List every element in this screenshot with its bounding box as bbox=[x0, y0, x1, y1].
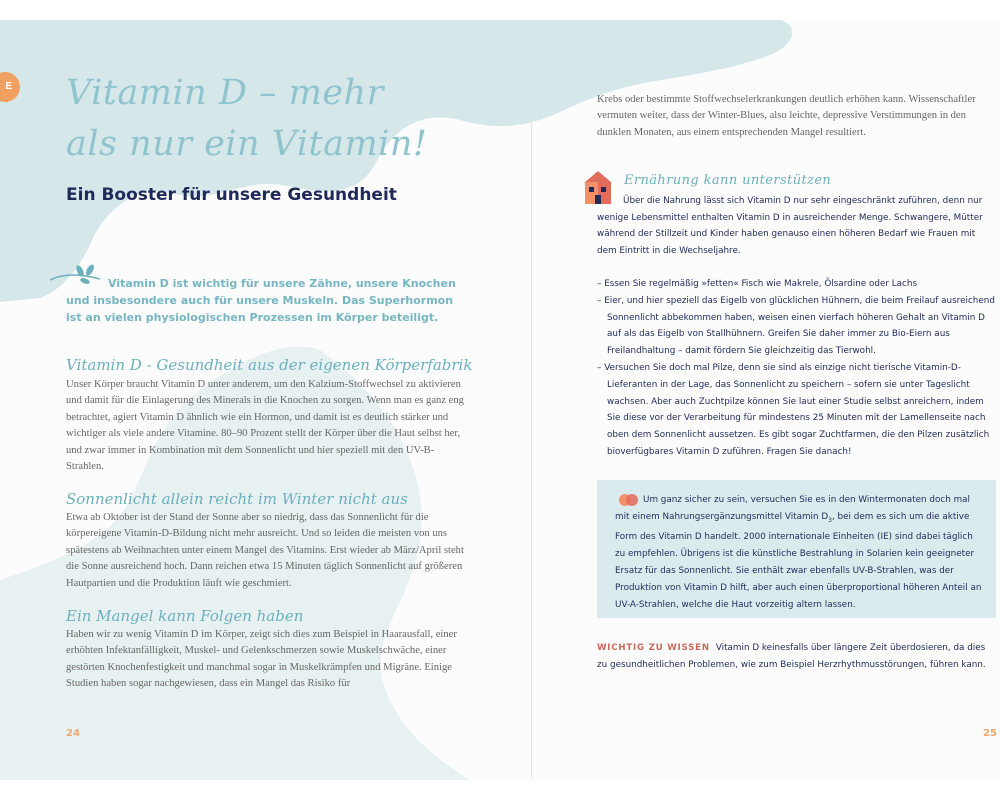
intro-paragraph bbox=[66, 275, 466, 326]
page-gutter bbox=[531, 20, 532, 780]
page-number-left: 24 bbox=[66, 728, 80, 739]
list-item: – Essen Sie regelmäßig »fetten« Fisch wie Makrele, Ölsardine oder Lachs bbox=[597, 279, 918, 289]
info-box bbox=[597, 480, 996, 618]
nutrition-paragraph: Über die Nahrung lässt sich Vitamin D nur sehr eingeschränkt zuführen, denn nur wenige Lebensmittel enthalten Vitamin D in ausreichender Menge. Schwangere, Mütter während der Stillzeit und Kinder haben genauso einen höheren Bedarf wie Frauen mit dem Eintritt in die Wechseljahre. bbox=[597, 196, 983, 256]
section-heading: Ein Mangel kann Folgen haben bbox=[66, 607, 304, 625]
page-number-right: 25 bbox=[983, 728, 997, 739]
chapter-tab: E bbox=[0, 72, 20, 102]
section-heading-nutrition: Ernährung kann unterstützen bbox=[624, 173, 832, 188]
info-box-text: Um ganz sicher zu sein, versuchen Sie es in den Wintermonaten doch mal mit einem Nahrungsergänzungsmittel Vitamin $D_3$, bei dem es sich um die aktive Form des Vitamin D handelt. 2000 internationale Einheiten (IE) sind dabei täglich zu empfehlen. Übrigens ist die künstliche Bestrahlung in Solarien kein geeigneter Ersatz für das Sonnenlicht. Sie enthält zwar ebenfalls UV-B-Strahlen, was der Produktion von Vitamin D hilft, aber auch einen überproportional höheren Anteil an UV-A-Strahlen, welche die Haut vorzeitig altern lassen. bbox=[615, 495, 982, 610]
title-line-2: als nur ein Vitamin! bbox=[66, 124, 428, 164]
leaf-sprig-icon bbox=[50, 264, 106, 288]
continuation-paragraph: Krebs oder bestimmte Stoffwechselerkrankungen deutlich erhöhen kann. Wissenschaftler vermuten weiter, dass der Winter-Blues, also leichte, depressive Verstimmungen in den dunklen Monaten, aus einem entsprechenden Mangel resultiert. bbox=[597, 94, 976, 138]
warning-text: Vitamin D keinesfalls über längere Zeit überdosieren, da dies zu gesundheitlichen Problemen, wie zum Beispiel Herzrhythmusstörungen, führen kann. bbox=[597, 643, 986, 670]
tips-list bbox=[597, 276, 997, 461]
book-spread bbox=[0, 20, 1000, 780]
section-heading: Sonnenlicht allein reicht im Winter nicht aus bbox=[66, 490, 408, 508]
section-body: Unser Körper braucht Vitamin D unter anderem, um den Kalzium-Stoffwechsel zu aktivieren und damit für die Einlagerung des Minerals in die Knochen zu sorgen. Wenn man es ganz eng betrachtet, agiert Vitamin D ähnlich wie ein Hormon, und damit ist es deutlich stärker und wichtiger als viele andere Vitamine. 80–90 Prozent stellt der Körper über die Haut selbst her, und zwar immer in Kombination mit dem Sonnenlicht und hier speziell mit den UV-B-Strahlen. bbox=[66, 379, 464, 473]
section-body: Haben wir zu wenig Vitamin D im Körper, zeigt sich dies zum Beispiel in Haarausfall, einer erhöhten Infektanfälligkeit, Muskel- und Gelenkschmerzen sowie Muskelschwäche, einer gestörten Knochenfestigkeit und manchmal sogar in Muskelkrämpfen und Migräne. Einige Studien haben sogar nachgewiesen, dass ein Mangel das Risiko für bbox=[66, 629, 457, 690]
page-subtitle: Ein Booster für unsere Gesundheit bbox=[66, 185, 397, 205]
section-body: Etwa ab Oktober ist der Stand der Sonne aber so niedrig, dass das Sonnenlicht für die körpereigene Vitamin-D-Bildung nicht mehr ausreicht. Und so leiden die meisten von uns spätestens ab Weihnachten unter einem Mangel des Vitamins. Erst wieder ab März/April steht die Sonne ausreichend hoch. Dann reichen etwa 15 Minuten täglich Sonnenlicht auf größeren Hautpartien und die Produktion läuft wie geschmiert. bbox=[66, 512, 464, 589]
warning-note bbox=[597, 640, 997, 674]
list-item: – Versuchen Sie doch mal Pilze, denn sie sind als einzige nicht tierische Vitamin-D-Lieferanten in der Lage, das Sonnenlicht zu speichern – sofern sie unter Tageslicht wachsen. Aber auch Zuchtpilze können Sie laut einer Studie selbst anreichern, indem Sie diese vor der Verarbeitung für mindestens 25 Minuten mit der Lamellenseite nach oben dem Sonnenlicht aussetzen. Es gibt sogar Zuchtfarmen, die den Pilzen zusätzlich bioverfügbares Vitamin D zuführen. Fragen Sie danach! bbox=[597, 362, 990, 457]
section-heading: Vitamin D - Gesundheit aus der eigenen Körperfabrik bbox=[66, 356, 473, 374]
title-line-1: Vitamin D – mehr bbox=[66, 73, 384, 113]
warning-label: WICHTIG ZU WISSEN bbox=[597, 643, 710, 653]
list-item: – Eier, und hier speziell das Eigelb von glücklichen Hühnern, die beim Freilauf ausreichend Sonnenlicht abbekommen haben, weisen einen vierfach höheren Gehalt an Vitamin D auf als das Eigelb von Stallhühnern. Greifen Sie daher immer zu Bio-Eiern aus Freilandhaltung – damit fördern Sie gleichzeitig das Tierwohl. bbox=[597, 295, 995, 357]
intro-text: Vitamin D ist wichtig für unsere Zähne, unsere Knochen und insbesondere auch für unsere Muskeln. Das Superhormon ist an vielen physiologischen Prozessen im Körper beteiligt. bbox=[66, 277, 456, 324]
double-dot-icon bbox=[619, 494, 637, 506]
page-title bbox=[66, 68, 427, 170]
